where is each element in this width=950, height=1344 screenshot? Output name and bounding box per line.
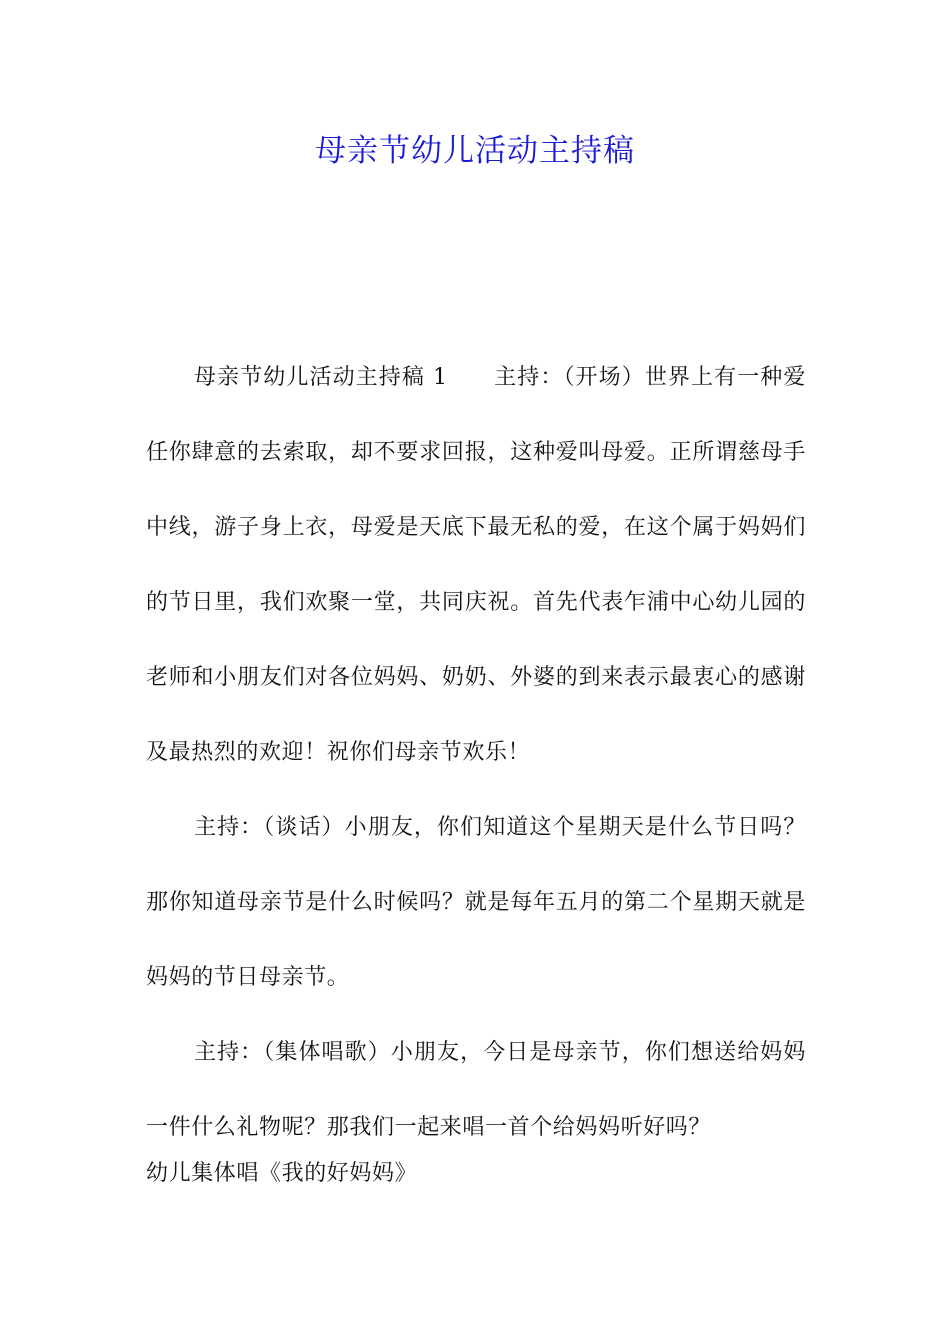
paragraph-text: 主持：（开场）世界上有一种爱任你肆意的去索取，却不要求回报，这种爱叫母爱。正所谓慈母手中线，游子身上衣，母爱是天底下最无私的爱，在这个属于妈妈们的节日里，我们欢聚一堂，共同庆祝。首先代表乍浦中心幼儿园的老师和小朋友们对各位妈妈、奶奶、外婆的到来表示最衷心的感谢及最热烈的欢迎！祝你们母亲节欢乐！ xyxy=(146,365,806,765)
paragraph-text: 主持：（集体唱歌）小朋友，今日是母亲节，你们想送给妈妈一件什么礼物呢？那我们一起来唱一首个给妈妈听好吗？ xyxy=(146,1040,806,1140)
document-body xyxy=(146,340,806,1211)
closing-line: 幼儿集体唱《我的好妈妈》 xyxy=(146,1161,418,1186)
paragraph-text: 主持：（谈话）小朋友，你们知道这个星期天是什么节日吗？那你知道母亲节是什么时候吗？就是每年五月的第二个星期天就是妈妈的节日母亲节。 xyxy=(146,815,806,990)
section-heading: 母亲节幼儿活动主持稿 1 xyxy=(194,365,448,390)
paragraph-talk xyxy=(146,790,806,1015)
document-title: 母亲节幼儿活动主持稿 xyxy=(315,133,635,169)
paragraph-opening xyxy=(146,340,806,790)
